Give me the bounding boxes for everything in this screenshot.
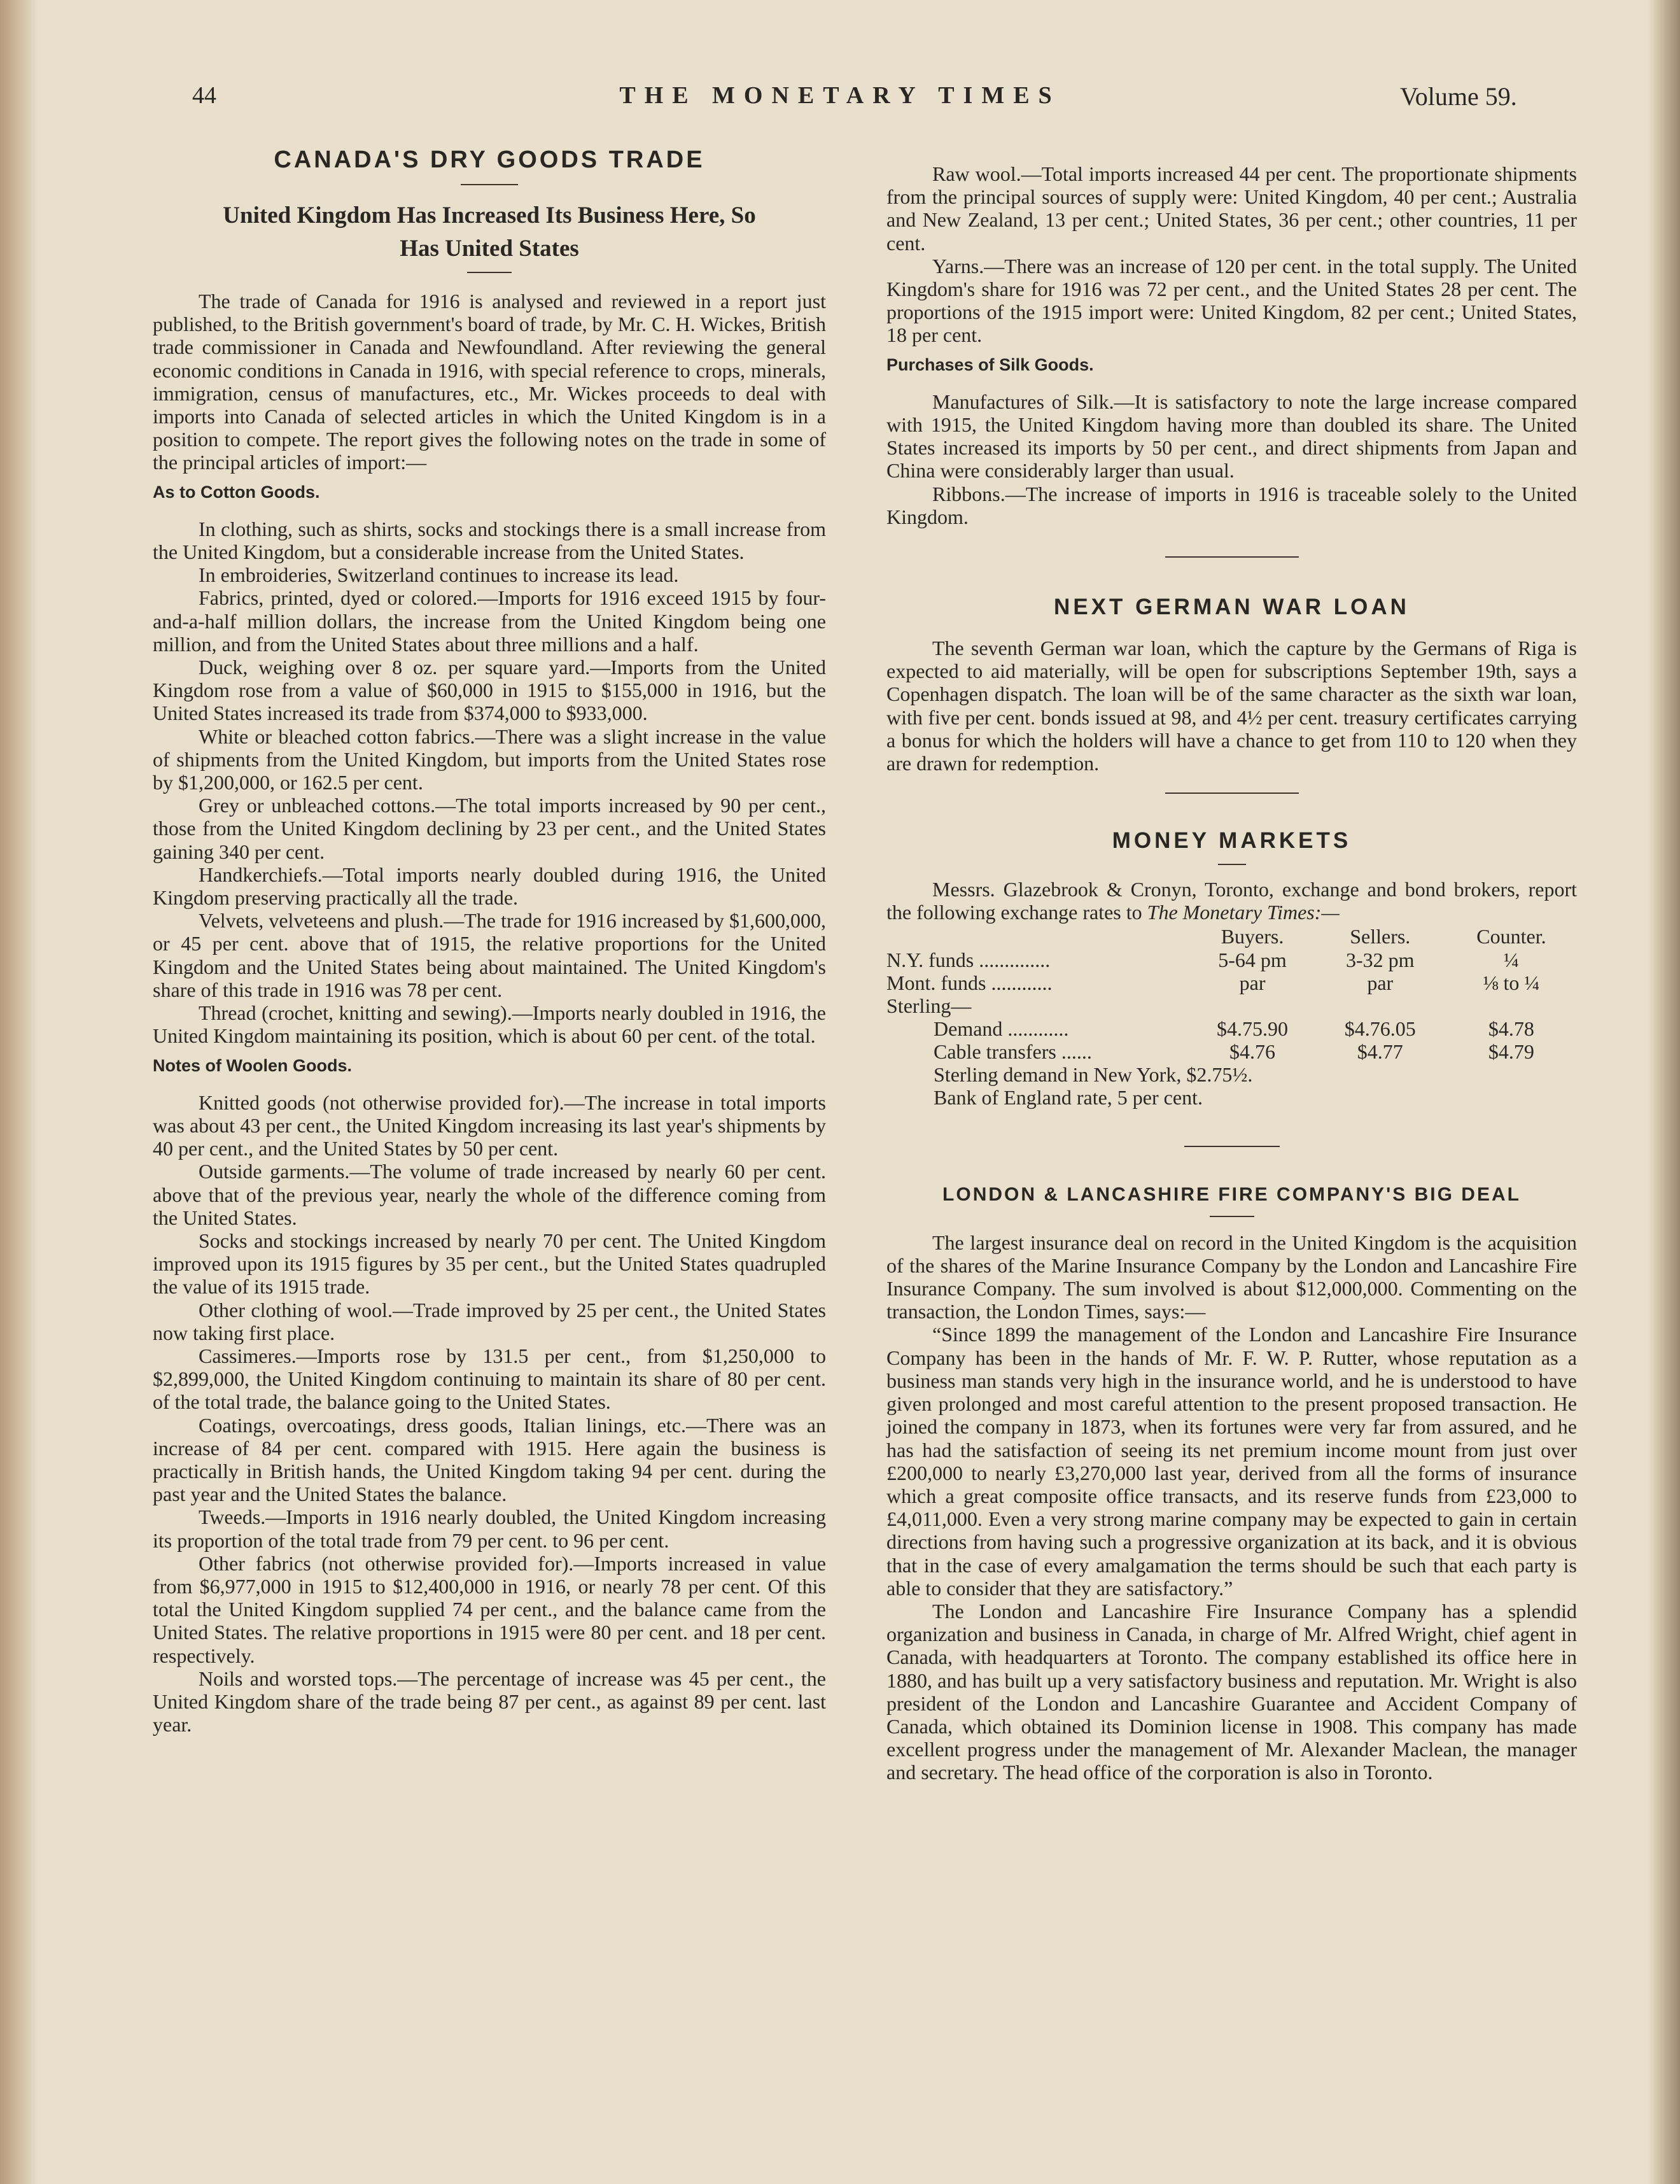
page-shadow-left [0, 0, 38, 2184]
paragraph: Velvets, velveteens and plush.—The trade for 1916 increased by $1,600,000, or 45 per cent. above that of 1915, the relative proportions for the United Kingdom and the United States being about maintained. The United Kingdom's share of this trade in 1916 was 78 per cent. [153, 909, 826, 1001]
dry-goods-continued [886, 162, 1577, 528]
right-column [886, 162, 1577, 1784]
subheading-silk: Purchases of Silk Goods. [886, 355, 1094, 374]
cell-buyers: 5-64 pm [1218, 948, 1287, 971]
left-column [153, 146, 826, 1736]
article-title-dry-goods: CANADA'S DRY GOODS TRADE [274, 146, 705, 173]
table-row [886, 994, 1577, 1017]
cell-counter: ¼ [1503, 948, 1519, 971]
paragraph: The largest insurance deal on record in the United Kingdom is the acquisition of the shares of the Marine Insurance Company by the London and Lancashire Fire Insurance Company. The sum involved is about $12,000,000. Commenting on the transaction, the London Times, says:— [886, 1230, 1577, 1323]
table-row [886, 1017, 1577, 1040]
paragraph: Other clothing of wool.—Trade improved by 25 per cent., the United States now taking first place. [153, 1298, 826, 1344]
article-title-money-markets: MONEY MARKETS [1112, 828, 1352, 854]
paragraph: Knitted goods (not otherwise provided for).—The increase in total imports was about 43 per cent., the United Kingdom increasing its last year's shipments by 40 per cent., and the United States by 50 per cent. [153, 1090, 826, 1160]
subheading-cotton: As to Cotton Goods. [153, 482, 320, 502]
volume-label: Volume 59. [1400, 82, 1517, 111]
section-divider [1165, 793, 1299, 794]
column-header-buyers: Buyers. [1221, 924, 1284, 948]
paragraph: In embroideries, Switzerland continues to increase its lead. [199, 563, 679, 587]
paragraph: Handkerchiefs.—Total imports nearly doubled during 1916, the United Kingdom preserving practically all the trade. [153, 863, 826, 910]
cell-sellers: $4.76.05 [1344, 1017, 1416, 1040]
paragraph [886, 878, 1577, 924]
paragraph: Tweeds.—Imports in 1916 nearly doubled, the United Kingdom increasing its proportion of the total trade from 79 per cent. to 96 per cent. [153, 1505, 826, 1552]
journal-title: THE MONETARY TIMES [619, 82, 1061, 109]
paragraph: Cassimeres.—Imports rose by 131.5 per cent., from $1,250,000 to $2,899,000, the United Kingdom continuing to maintain its share of 80 per cent. of the total trade, the balance going to the United States. [153, 1344, 826, 1414]
cell-counter: $4.78 [1488, 1017, 1534, 1040]
row-label-sterling: Sterling— [886, 994, 972, 1017]
paragraph: White or bleached cotton fabrics.—There was a slight increase in the value of shipments from the United Kingdom, but imports from the United States rose by $1,200,000, or 162.5 per cent. [153, 724, 826, 794]
page-number: 44 [192, 82, 216, 109]
title-rule [461, 184, 518, 185]
paragraph: Socks and stockings increased by nearly 70 per cent. The United Kingdom improved upon its 1915 figures by 35 per cent., but the United States quadrupled the value of its 1915 trade. [153, 1229, 826, 1299]
paragraph: Ribbons.—The increase of imports in 1916 is traceable solely to the United Kingdom. [886, 482, 1577, 528]
table-row [886, 1086, 1577, 1109]
title-rule [1218, 864, 1246, 865]
paragraph: Fabrics, printed, dyed or colored.—Imports for 1916 exceed 1915 by four-and-a-half million dollars, the increase from the United Kingdom being one million, and from the United States about three millions and a half. [153, 586, 826, 656]
column-header-sellers: Sellers. [1350, 924, 1411, 948]
row-label: Demand ............ [934, 1017, 1069, 1040]
paragraph: Yarns.—There was an increase of 120 per cent. in the total supply. The United Kingdom's share for 1916 was 72 per cent., and the United States 28 per cent. The proportions of the 1915 import were: United Kingdom, 82 per cent.; United States, 18 per cent. [886, 254, 1577, 347]
table-row [886, 971, 1577, 994]
title-rule [1210, 1216, 1254, 1217]
money-intro-publication: The Monetary Times:— [1147, 901, 1340, 924]
cell-sellers: par [1367, 971, 1394, 994]
cell-buyers: $4.76 [1229, 1039, 1276, 1063]
cell-sellers: $4.77 [1357, 1039, 1403, 1063]
paragraph: Manufactures of Silk.—It is satisfactory to note the large increase compared with 1915, the United Kingdom having more than doubled its share. The United States increased its imports by 50 per cent., and direct shipments from Japan and China were considerably larger than usual. [886, 390, 1577, 483]
cell-buyers: $4.75.90 [1217, 1017, 1289, 1040]
note-bank-rate: Bank of England rate, 5 per cent. [934, 1085, 1203, 1109]
subtitle-rule [467, 272, 512, 273]
money-intro: Messrs. Glazebrook & Cronyn, Toronto, exchange and bond brokers, report the following exchange rates to [886, 878, 1577, 924]
london-lancashire-body [886, 1231, 1577, 1784]
exchange-rates-table [886, 924, 1577, 1109]
note-ny-demand: Sterling demand in New York, $2.75½. [934, 1062, 1253, 1086]
paragraph: Grey or unbleached cottons.—The total imports increased by 90 per cent., those from the United Kingdom declining by 23 per cent., and the United States gaining 340 per cent. [153, 794, 826, 863]
paragraph: Raw wool.—Total imports increased 44 per cent. The proportionate shipments from the principal sources of supply were: United Kingdom, 40 per cent.; Australia and New Zealand, 13 per cent.; United States, 36 per cent.; other countries, 11 per cent. [886, 162, 1577, 255]
subtitle-line-2: Has United States [400, 236, 579, 262]
paragraph: In clothing, such as shirts, socks and stockings there is a small increase from the United Kingdom, but a considerable increase from the United States. [153, 517, 826, 564]
paragraph: Noils and worsted tops.—The percentage of increase was 45 per cent., the United Kingdom share of the trade being 87 per cent., as against 89 per cent. last year. [153, 1666, 826, 1737]
row-label: Cable transfers ...... [934, 1039, 1092, 1063]
article-subtitle [153, 199, 826, 265]
table-row [886, 1040, 1577, 1063]
cell-counter: ⅛ to ¼ [1483, 971, 1540, 994]
paragraph: Duck, weighing over 8 oz. per square yard.—Imports from the United Kingdom rose from a value of $60,000 in 1915 to $155,000 in 1916, but the United States increased its trade from $374,000 to $933,000. [153, 656, 826, 725]
section-divider [1165, 556, 1299, 558]
table-row [886, 948, 1577, 971]
row-label: Mont. funds ............ [886, 971, 1053, 994]
war-loan-body [886, 637, 1577, 775]
paragraph: The seventh German war loan, which the capture by the Germans of Riga is expected to aid materially, will be open for subscriptions September 19th, says a Copenhagen dispatch. The loan will be of the same character as the sixth war loan, with five per cent. bonds issued at 98, and 4½ per cent. treasury certificates carrying a bonus for which the holders will have a chance to get from 110 to 120 when they are drawn for redemption. [886, 637, 1577, 775]
cell-sellers: 3-32 pm [1345, 948, 1415, 971]
article-title-london-lancashire: LONDON & LANCASHIRE FIRE COMPANY'S BIG DEAL [942, 1183, 1521, 1205]
article-title-war-loan: NEXT GERMAN WAR LOAN [1054, 595, 1410, 620]
page-shadow-right [1648, 0, 1680, 2184]
section-divider [1184, 1146, 1280, 1147]
subheading-woolen: Notes of Woolen Goods. [153, 1055, 352, 1075]
table-row [886, 1063, 1577, 1086]
paragraph: Outside garments.—The volume of trade increased by nearly 60 per cent. above that of the previous year, nearly the whole of the difference coming from the United States. [153, 1160, 826, 1229]
column-header-counter: Counter. [1476, 924, 1546, 948]
paragraph: “Since 1899 the management of the London and Lancashire Fire Insurance Company has been in the hands of Mr. F. W. P. Rutter, whose reputation as a business man stands very high in the insurance world, and he is understood to have given prolonged and most careful attention to the present proposed transaction. He joined the company in 1873, when its fortunes were very far from assured, and he has had the satisfaction of seeing its net premium income mount from just over £200,000 to nearly £3,270,000 last year, derived from all the forms of insurance which a great composite office transacts, and its reserve funds from £23,000 to £4,011,000. Even a very strong marine company may be expected to gain in certain directions from having such a progressive organization at its back, and it is obvious that in the case of every amalgamation the terms should be such that each party is able to consider that they are satisfactory.” [886, 1323, 1577, 1600]
cell-buyers: par [1239, 971, 1266, 994]
cell-counter: $4.79 [1488, 1039, 1534, 1063]
paragraph: The trade of Canada for 1916 is analysed and reviewed in a report just published, to the British government's board of trade, by Mr. C. H. Wickes, British trade commissioner in Canada and Newfoundland. After reviewing the general economic conditions in Canada in 1916, with special reference to crops, minerals, immigration, census of manufactures, etc., Mr. Wickes proceeds to deal with imports into Canada of selected articles in which the United Kingdom is in a position to compete. The report gives the following notes on the trade in some of the principal articles of import:— [153, 290, 826, 474]
table-header-row [886, 924, 1577, 948]
dry-goods-body [153, 290, 826, 1736]
paragraph: The London and Lancashire Fire Insurance Company has a splendid organization and business in Canada, in charge of Mr. Alfred Wright, chief agent in Canada, with headquarters at Toronto. The company established its office here in 1880, and has built up a very satisfactory business and reputation. Mr. Wright is also president of the London and Lancashire Guarantee and Accident Company of Canada, which obtained its Dominion license in 1908. This company has made excellent progress under the management of Mr. Alexander Maclean, the manager and secretary. The head office of the corporation is also in Toronto. [886, 1599, 1577, 1784]
paragraph: Other fabrics (not otherwise provided for).—Imports increased in value from $6,977,000 in 1915 to $12,400,000 in 1916, or nearly 78 per cent. Of this total the United Kingdom supplied 74 per cent., and the balance came from the United States. The relative proportions in 1915 were 80 per cent. and 18 per cent. respectively. [153, 1551, 826, 1667]
money-markets-body [886, 878, 1577, 1108]
paragraph: Coatings, overcoatings, dress goods, Italian linings, etc.—There was an increase of 84 per cent. compared with 1915. Here again the business is practically in British hands, the United Kingdom taking 94 per cent. during the past year and the United States the balance. [153, 1413, 826, 1506]
row-label: N.Y. funds .............. [886, 948, 1051, 971]
paragraph: Thread (crochet, knitting and sewing).—Imports nearly doubled in 1916, the United Kingdom maintaining its position, which is about 60 per cent. of the total. [153, 1001, 826, 1048]
subtitle-line-1: United Kingdom Has Increased Its Business Here, So [223, 202, 756, 229]
